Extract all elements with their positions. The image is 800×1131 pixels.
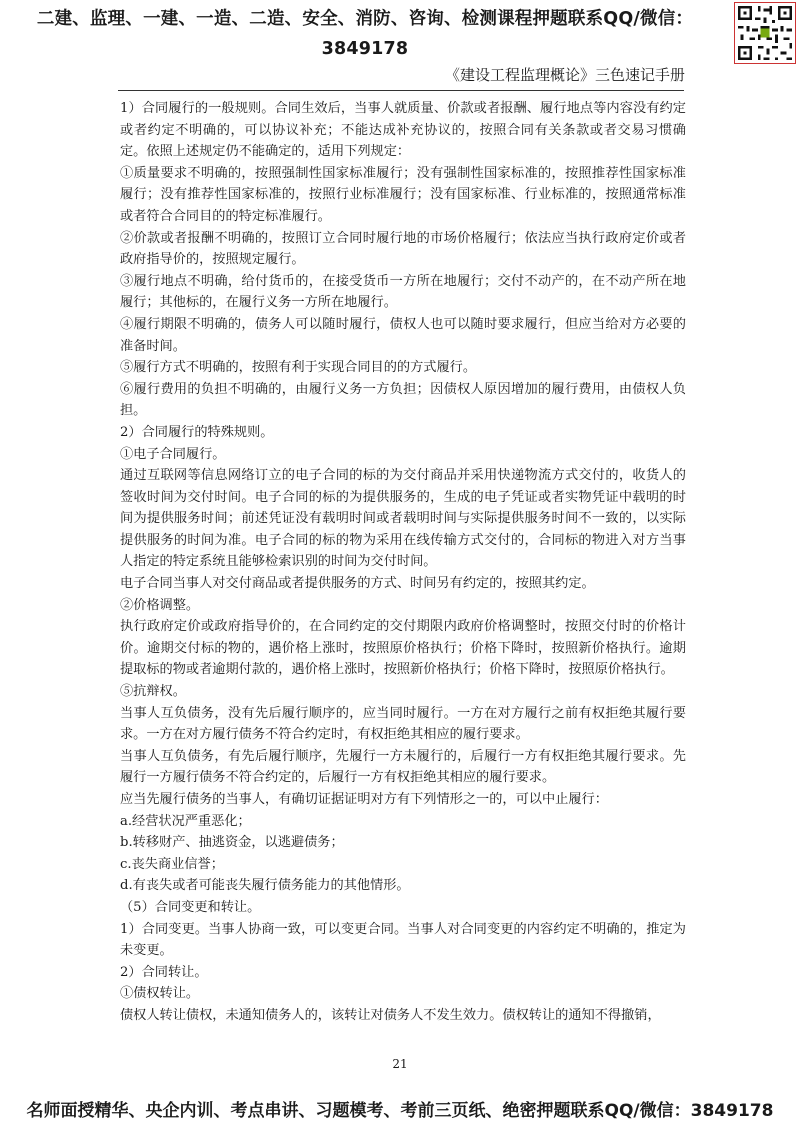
paragraph: ④履行期限不明确的，债务人可以随时履行，债权人也可以随时要求履行，但应当给对方必要的准备时间。	[120, 316, 686, 354]
paragraph: 债权人转让债权，未通知债务人的，该转让对债务人不发生效力。债权转让的通知不得撤销，	[120, 1007, 661, 1023]
paragraph: 1）合同变更。当事人协商一致，可以变更合同。当事人对合同变更的内容约定不明确的，推定为未变更。	[120, 921, 686, 959]
paragraph: a.经营状况严重恶化；	[120, 813, 251, 829]
page-number: 21	[392, 1057, 408, 1071]
paragraph: b.转移财产、抽逃资金，以逃避债务；	[120, 835, 344, 851]
paragraph: 应当先履行债务的当事人，有确切证据证明对方有下列情形之一的，可以中止履行：	[120, 792, 608, 807]
paragraph: 当事人互负债务，没有先后履行顺序的，应当同时履行。一方在对方履行之前有权拒绝其履行要求。一方在对方履行债务不符合约定时，有权拒绝其相应的履行要求。	[120, 705, 686, 743]
paragraph: （5）合同变更和转让。	[120, 899, 261, 915]
paragraph: 执行政府定价或政府指导价的，在合同约定的交付期限内政府价格调整时，按照交付时的价格计价。逾期交付标的物的，遇价格上涨时，按照原价格执行；价格下降时，按照新价格执行。逾期提取标的物或者逾期付款的，遇价格上涨时，按照新价格执行；价格下降时，按照原价格执行。	[120, 619, 686, 678]
paragraph: ①债权转让。	[120, 986, 200, 1002]
paragraph: c.丧失商业信誉；	[120, 856, 224, 872]
paragraph: d.有丧失或者可能丧失履行债务能力的其他情形。	[120, 878, 410, 894]
header-divider	[118, 90, 684, 91]
document-title: 《建设工程监理概论》三色速记手册	[444, 66, 685, 84]
paragraph: ⑤履行方式不明确的，按照有利于实现合同目的的方式履行。	[120, 360, 477, 376]
paragraph: ⑥履行费用的负担不明确的，由履行义务一方负担；因债权人原因增加的履行费用，由债权人负担。	[120, 381, 686, 419]
paragraph: 2）合同履行的特殊规则。	[120, 424, 274, 440]
paragraph: ③履行地点不明确，给付货币的，在接受货币一方所在地履行；交付不动产的，在不动产所在地履行；其他标的，在履行义务一方所在地履行。	[120, 273, 686, 311]
qr-code-icon	[734, 2, 796, 64]
paragraph: 通过互联网等信息网络订立的电子合同的标的为交付商品并采用快递物流方式交付的，收货人的签收时间为交付时间。电子合同的标的为提供服务的，生成的电子凭证或者实物凭证中载明的时间为提供服务时间；前述凭证没有载明时间或者载明时间与实际提供服务时间不一致的，以实际提供服务的时间为准。电子合同的标的物为采用在线传输方式交付的，合同标的物进入对方当事人指定的特定系统且能够检索识别的时间为交付时间。	[120, 468, 686, 570]
paragraph: 当事人互负债务，有先后履行顺序，先履行一方未履行的，后履行一方有权拒绝其履行要求。先履行一方履行债务不符合约定的，后履行一方有权拒绝其相应的履行要求。	[120, 748, 686, 786]
paragraph: 2）合同转让。	[120, 964, 208, 980]
paragraph: ⑤抗辩权。	[120, 684, 186, 700]
paragraph: 电子合同当事人对交付商品或者提供服务的方式、时间另有约定的，按照其约定。	[120, 576, 595, 592]
paragraph: ②价款或者报酬不明确的，按照订立合同时履行地的市场价格履行；依法应当执行政府定价或者政府指导价的，按照规定履行。	[120, 230, 686, 268]
paragraph: ①质量要求不明确的，按照强制性国家标准履行；没有强制性国家标准的，按照推荐性国家标准履行；没有推荐性国家标准的，按照行业标准履行；没有国家标准、行业标准的，按照通常标准或者符合合同目的的特定标准履行。	[120, 165, 686, 224]
bottom-banner: 名师面授精华、央企内训、考点串讲、习题模考、考前三页纸、绝密押题联系QQ/微信：3849178	[26, 1101, 774, 1121]
paragraph: ①电子合同履行。	[120, 446, 226, 462]
paragraph: 1）合同履行的一般规则。合同生效后，当事人就质量、价款或者报酬、履行地点等内容没有约定或者约定不明确的，可以协议补充；不能达成补充协议的，按照合同有关条款或者交易习惯确定。依照上述规定仍不能确定的，适用下列规定：	[120, 101, 686, 160]
body-content	[120, 98, 686, 1027]
paragraph: ②价格调整。	[120, 597, 200, 613]
top-banner: 二建、监理、一建、一造、二造、安全、消防、咨询、检测课程押题联系QQ/微信：3849178	[36, 9, 694, 59]
